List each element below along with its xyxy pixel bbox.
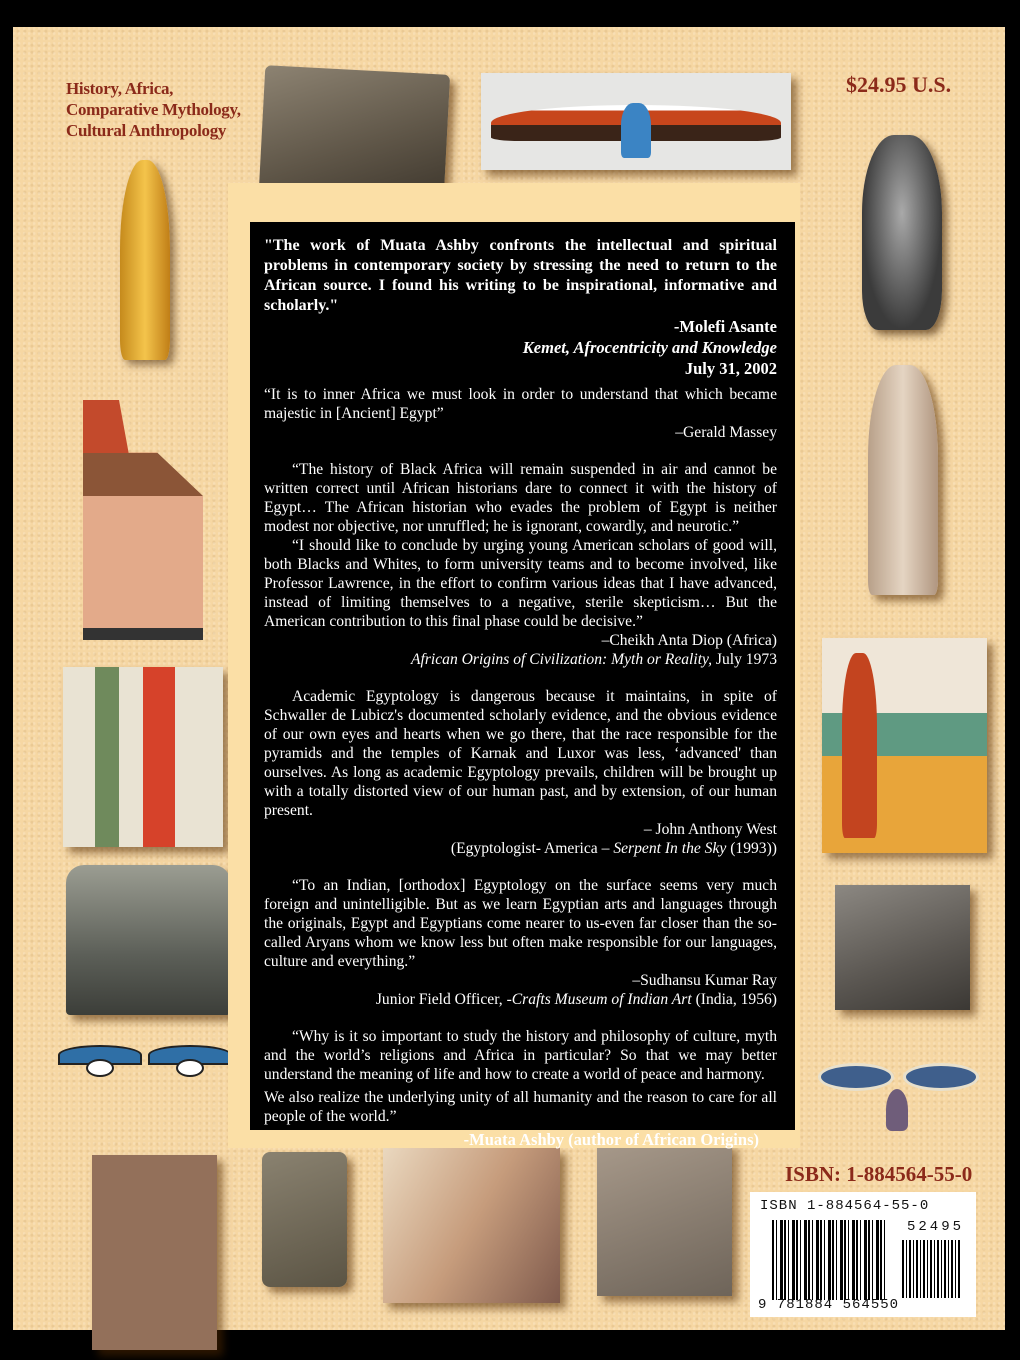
quote-source-line	[264, 650, 777, 669]
assyrian-winged-relief-image	[835, 885, 970, 1010]
greek-figure-relief-image	[597, 1143, 732, 1296]
seated-figure-relief-image	[262, 1152, 347, 1287]
minoan-fresco-image	[822, 638, 987, 853]
quote-asante	[264, 236, 777, 379]
price-label: $24.95 U.S.	[846, 72, 952, 97]
quote-author: -Molefi Asante	[673, 317, 777, 336]
quotes-box	[250, 222, 795, 1149]
subject-line: History, Africa,	[66, 79, 174, 98]
quote-text-continued: “I should like to conclude by urging young American scholars of good will, both Blacks and Whites, to form university teams and to become involved, like Professor Lawrence, in the effort to confirm various ideas that I have advanced, instead of limiting themselves to a negative, sterile skepticism… But the American contribution to this final phase could be decisive.”	[264, 537, 777, 630]
subject-line: Comparative Mythology,	[66, 100, 241, 119]
barcode-price-code: 52495	[906, 1219, 964, 1235]
quote-text-continued: We also realize the underlying unity of all humanity and the reason to care for all people of the world.”	[264, 1089, 777, 1125]
quote-author: -Muata Ashby (author of African Origins)	[463, 1130, 759, 1149]
winged-goddess-image	[481, 73, 791, 170]
isbn-label: ISBN: 1-884564-55-0	[785, 1162, 973, 1186]
athena-statue-image	[868, 365, 938, 595]
quote-text: “It is to inner Africa we must look in order to understand that which became majestic in [Ancient] Egypt”	[264, 386, 777, 422]
quote-text: “Why is it so important to study the history and philosophy of culture, myth and the world’s religions and Africa in particular? So that we may better understand the meaning of life and how to create a world of peace and harmony.	[264, 1028, 777, 1083]
quote-source-prefix: (Egyptologist- America –	[450, 840, 614, 857]
winged-disk-stele-image	[66, 865, 231, 1015]
quote-source-prefix: Junior Field Officer, -	[375, 991, 512, 1008]
quote-source-suffix: (India, 1956)	[691, 991, 777, 1008]
hathor-statue-image	[120, 160, 170, 360]
quote-author: –Sudhansu Kumar Ray	[632, 972, 777, 989]
eyes-of-horus-image	[58, 1035, 233, 1085]
barcode-isbn-text: ISBN 1-884564-55-0	[760, 1198, 930, 1214]
quote-text: Academic Egyptology is dangerous because it maintains, in spite of Schwaller de Lubicz's documented scholarly evidence, and the obvious evidence of our own eyes and hearts when we go there, that the race responsible for the pyramids and the temples of Karnak and Luxor was less, ‘advanced' than ourselves. As long as academic Egyptology prevails, children will be brought up with a totally distorted view of our human past, and by extension, of our human present.	[264, 688, 777, 819]
quote-date: July 31, 2002	[684, 359, 777, 378]
dancing-figurine-image	[862, 135, 942, 330]
quote-text: “The history of Black Africa will remain suspended in air and cannot be written correct until African historians dare to connect it with the history of Egypt… The African historian who evades the problem of Egypt is neither modest nor objective, nor unruffled; he is ignorant, cowardly, and neurotic.”	[264, 461, 777, 535]
subject-categories	[66, 78, 241, 141]
isbn-barcode	[750, 1192, 976, 1317]
quote-diop	[264, 460, 777, 669]
quote-source-line	[264, 990, 777, 1009]
quote-west	[264, 687, 777, 858]
quote-text: “To an Indian, [orthodox] Egyptology on the surface seems very much foreign and unintelligible. But as we learn Egyptian arts and languages through the originals, Egypt and Egyptians come nearer to us-even far closer than the so-called Aryans whom we know less but often make responsible for our languages, culture and everything.”	[264, 877, 777, 970]
barcode-addon-bars	[902, 1240, 962, 1298]
quote-author: –Cheikh Anta Diop (Africa)	[601, 632, 777, 649]
quote-author: – John Anthony West	[643, 821, 777, 838]
buddha-eyes-image	[818, 1045, 978, 1135]
subject-line: Cultural Anthropology	[66, 121, 227, 140]
cylinder-seal-relief-image	[259, 65, 450, 200]
quote-source-line	[264, 839, 777, 858]
quote-source: Kemet, Afrocentricity and Knowledge	[522, 338, 777, 357]
egyptian-couple-painting-image	[63, 667, 223, 847]
quote-source-suffix: (1993))	[726, 840, 777, 857]
barcode-ean: 9 781884 564550	[758, 1297, 900, 1313]
quote-date: July 1973	[715, 651, 777, 668]
egyptian-lotus-figure-image	[92, 1155, 217, 1350]
quote-text: "The work of Muata Ashby confronts the intellectual and spiritual problems in contemporary society by stressing the need to return to the African source. I found his writing to be inspirational, informative and scholarly."	[264, 237, 777, 314]
barcode-bars	[772, 1220, 887, 1300]
quote-source: Crafts Museum of Indian Art	[511, 991, 692, 1008]
quote-ray	[264, 876, 777, 1009]
quote-source: African Origins of Civilization: Myth or Reality,	[410, 651, 712, 668]
quote-author: –Gerald Massey	[675, 424, 777, 441]
quote-massey	[264, 385, 777, 442]
thoth-temple-painting-image	[383, 1148, 560, 1303]
quote-ashby	[264, 1027, 777, 1150]
quote-source: Serpent In the Sky	[613, 840, 727, 857]
